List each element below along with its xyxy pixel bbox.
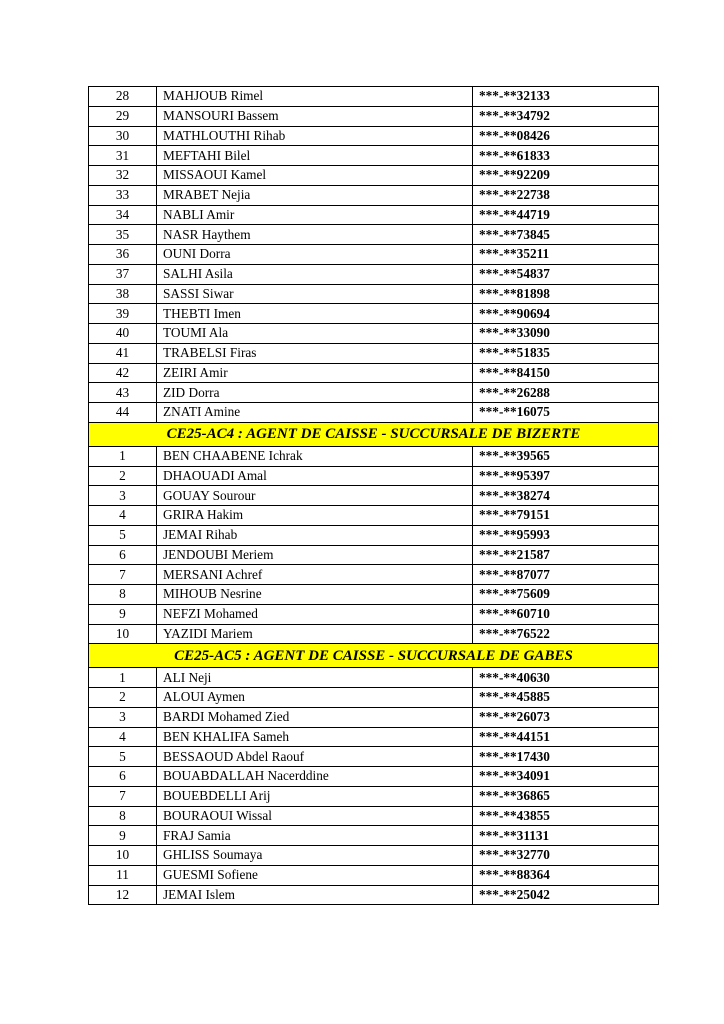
table-row [89, 727, 659, 747]
row-number: 31 [89, 146, 157, 166]
candidate-code: ***-**51835 [473, 343, 659, 363]
table-row [89, 205, 659, 225]
table-row [89, 304, 659, 324]
row-number: 9 [89, 826, 157, 846]
row-number: 1 [89, 668, 157, 688]
table-row [89, 525, 659, 545]
row-number: 37 [89, 264, 157, 284]
row-number: 6 [89, 545, 157, 565]
row-number: 42 [89, 363, 157, 383]
candidate-name: ZNATI Amine [157, 403, 473, 423]
candidate-name: MAHJOUB Rimel [157, 87, 473, 107]
candidate-code: ***-**34091 [473, 767, 659, 787]
candidate-code: ***-**08426 [473, 126, 659, 146]
candidate-name: DHAOUADI Amal [157, 466, 473, 486]
table-row [89, 806, 659, 826]
candidate-code: ***-**79151 [473, 506, 659, 526]
table-row [89, 624, 659, 644]
candidate-code: ***-**17430 [473, 747, 659, 767]
table-row [89, 245, 659, 265]
row-number: 44 [89, 403, 157, 423]
row-number: 8 [89, 585, 157, 605]
row-number: 7 [89, 565, 157, 585]
row-number: 4 [89, 727, 157, 747]
row-number: 29 [89, 106, 157, 126]
candidate-name: MATHLOUTHI Rihab [157, 126, 473, 146]
candidate-code: ***-**44719 [473, 205, 659, 225]
candidate-name: GOUAY Sourour [157, 486, 473, 506]
candidate-code: ***-**26288 [473, 383, 659, 403]
row-number: 3 [89, 486, 157, 506]
candidate-code: ***-**84150 [473, 363, 659, 383]
candidate-code: ***-**33090 [473, 324, 659, 344]
candidate-code: ***-**32133 [473, 87, 659, 107]
candidate-name: TOUMI Ala [157, 324, 473, 344]
row-number: 30 [89, 126, 157, 146]
candidate-name: OUNI Dorra [157, 245, 473, 265]
table-row [89, 865, 659, 885]
section-title: CE25-AC5 : AGENT DE CAISSE - SUCCURSALE DE GABES [89, 644, 659, 668]
table-row [89, 363, 659, 383]
table-row [89, 585, 659, 605]
candidate-name: JEMAI Rihab [157, 525, 473, 545]
candidate-name: SALHI Asila [157, 264, 473, 284]
candidate-code: ***-**22738 [473, 185, 659, 205]
row-number: 38 [89, 284, 157, 304]
table-row [89, 126, 659, 146]
candidate-name: MEFTAHI Bilel [157, 146, 473, 166]
table-row [89, 565, 659, 585]
candidate-name: BEN KHALIFA Sameh [157, 727, 473, 747]
candidate-name: ZEIRI Amir [157, 363, 473, 383]
candidate-name: GUESMI Sofiene [157, 865, 473, 885]
section-header [89, 644, 659, 668]
row-number: 36 [89, 245, 157, 265]
table-row [89, 767, 659, 787]
candidate-code: ***-**45885 [473, 688, 659, 708]
table-row [89, 506, 659, 526]
candidate-name: GRIRA Hakim [157, 506, 473, 526]
table-row [89, 446, 659, 466]
candidate-code: ***-**26073 [473, 707, 659, 727]
section-header [89, 422, 659, 446]
candidate-name: SASSI Siwar [157, 284, 473, 304]
candidates-table [88, 86, 659, 905]
candidate-name: MISSAOUI Kamel [157, 166, 473, 186]
table-row [89, 466, 659, 486]
candidate-code: ***-**81898 [473, 284, 659, 304]
candidate-code: ***-**87077 [473, 565, 659, 585]
table-row [89, 264, 659, 284]
row-number: 9 [89, 604, 157, 624]
row-number: 6 [89, 767, 157, 787]
candidate-name: GHLISS Soumaya [157, 846, 473, 866]
candidate-code: ***-**43855 [473, 806, 659, 826]
table-row [89, 846, 659, 866]
row-number: 2 [89, 688, 157, 708]
candidate-name: BOUEBDELLI Arij [157, 786, 473, 806]
table-row [89, 688, 659, 708]
candidate-name: BESSAOUD Abdel Raouf [157, 747, 473, 767]
candidates-table-body [89, 87, 659, 905]
candidate-code: ***-**90694 [473, 304, 659, 324]
row-number: 33 [89, 185, 157, 205]
table-row [89, 324, 659, 344]
candidate-code: ***-**35211 [473, 245, 659, 265]
candidate-code: ***-**95397 [473, 466, 659, 486]
candidate-code: ***-**31131 [473, 826, 659, 846]
row-number: 43 [89, 383, 157, 403]
table-row [89, 545, 659, 565]
table-row [89, 284, 659, 304]
candidate-code: ***-**61833 [473, 146, 659, 166]
table-row [89, 383, 659, 403]
candidate-name: BEN CHAABENE Ichrak [157, 446, 473, 466]
candidate-code: ***-**39565 [473, 446, 659, 466]
candidate-name: ZID Dorra [157, 383, 473, 403]
table-row [89, 185, 659, 205]
candidate-code: ***-**60710 [473, 604, 659, 624]
candidate-code: ***-**88364 [473, 865, 659, 885]
candidate-name: MIHOUB Nesrine [157, 585, 473, 605]
candidate-code: ***-**32770 [473, 846, 659, 866]
row-number: 2 [89, 466, 157, 486]
table-row [89, 747, 659, 767]
row-number: 7 [89, 786, 157, 806]
candidate-code: ***-**73845 [473, 225, 659, 245]
candidate-name: FRAJ Samia [157, 826, 473, 846]
candidate-code: ***-**25042 [473, 885, 659, 905]
candidate-name: MANSOURI Bassem [157, 106, 473, 126]
row-number: 12 [89, 885, 157, 905]
row-number: 5 [89, 525, 157, 545]
row-number: 1 [89, 446, 157, 466]
table-row [89, 166, 659, 186]
candidate-code: ***-**34792 [473, 106, 659, 126]
candidate-name: ALOUI Aymen [157, 688, 473, 708]
candidate-name: BOUABDALLAH Nacerddine [157, 767, 473, 787]
row-number: 41 [89, 343, 157, 363]
table-row [89, 668, 659, 688]
candidate-code: ***-**75609 [473, 585, 659, 605]
row-number: 34 [89, 205, 157, 225]
candidate-name: NABLI Amir [157, 205, 473, 225]
candidate-name: NEFZI Mohamed [157, 604, 473, 624]
candidate-code: ***-**44151 [473, 727, 659, 747]
row-number: 11 [89, 865, 157, 885]
candidate-name: BOURAOUI Wissal [157, 806, 473, 826]
table-row [89, 225, 659, 245]
table-row [89, 486, 659, 506]
table-row [89, 604, 659, 624]
candidate-code: ***-**21587 [473, 545, 659, 565]
table-row [89, 403, 659, 423]
candidate-name: TRABELSI Firas [157, 343, 473, 363]
candidate-name: JEMAI Islem [157, 885, 473, 905]
table-row [89, 106, 659, 126]
candidate-code: ***-**36865 [473, 786, 659, 806]
row-number: 28 [89, 87, 157, 107]
row-number: 35 [89, 225, 157, 245]
candidate-name: MERSANI Achref [157, 565, 473, 585]
candidate-name: THEBTI Imen [157, 304, 473, 324]
candidate-name: MRABET Nejia [157, 185, 473, 205]
candidate-name: BARDI Mohamed Zied [157, 707, 473, 727]
table-row [89, 786, 659, 806]
row-number: 10 [89, 846, 157, 866]
row-number: 40 [89, 324, 157, 344]
table-row [89, 707, 659, 727]
candidate-name: ALI Neji [157, 668, 473, 688]
candidate-code: ***-**54837 [473, 264, 659, 284]
candidate-code: ***-**38274 [473, 486, 659, 506]
table-row [89, 87, 659, 107]
row-number: 32 [89, 166, 157, 186]
row-number: 39 [89, 304, 157, 324]
table-row [89, 343, 659, 363]
section-title: CE25-AC4 : AGENT DE CAISSE - SUCCURSALE DE BIZERTE [89, 422, 659, 446]
candidate-code: ***-**76522 [473, 624, 659, 644]
table-row [89, 885, 659, 905]
row-number: 5 [89, 747, 157, 767]
row-number: 3 [89, 707, 157, 727]
table-row [89, 826, 659, 846]
candidate-name: JENDOUBI Meriem [157, 545, 473, 565]
candidate-name: YAZIDI Mariem [157, 624, 473, 644]
candidate-code: ***-**16075 [473, 403, 659, 423]
row-number: 4 [89, 506, 157, 526]
table-row [89, 146, 659, 166]
candidate-code: ***-**95993 [473, 525, 659, 545]
row-number: 8 [89, 806, 157, 826]
candidate-code: ***-**92209 [473, 166, 659, 186]
candidate-code: ***-**40630 [473, 668, 659, 688]
row-number: 10 [89, 624, 157, 644]
candidate-name: NASR Haythem [157, 225, 473, 245]
